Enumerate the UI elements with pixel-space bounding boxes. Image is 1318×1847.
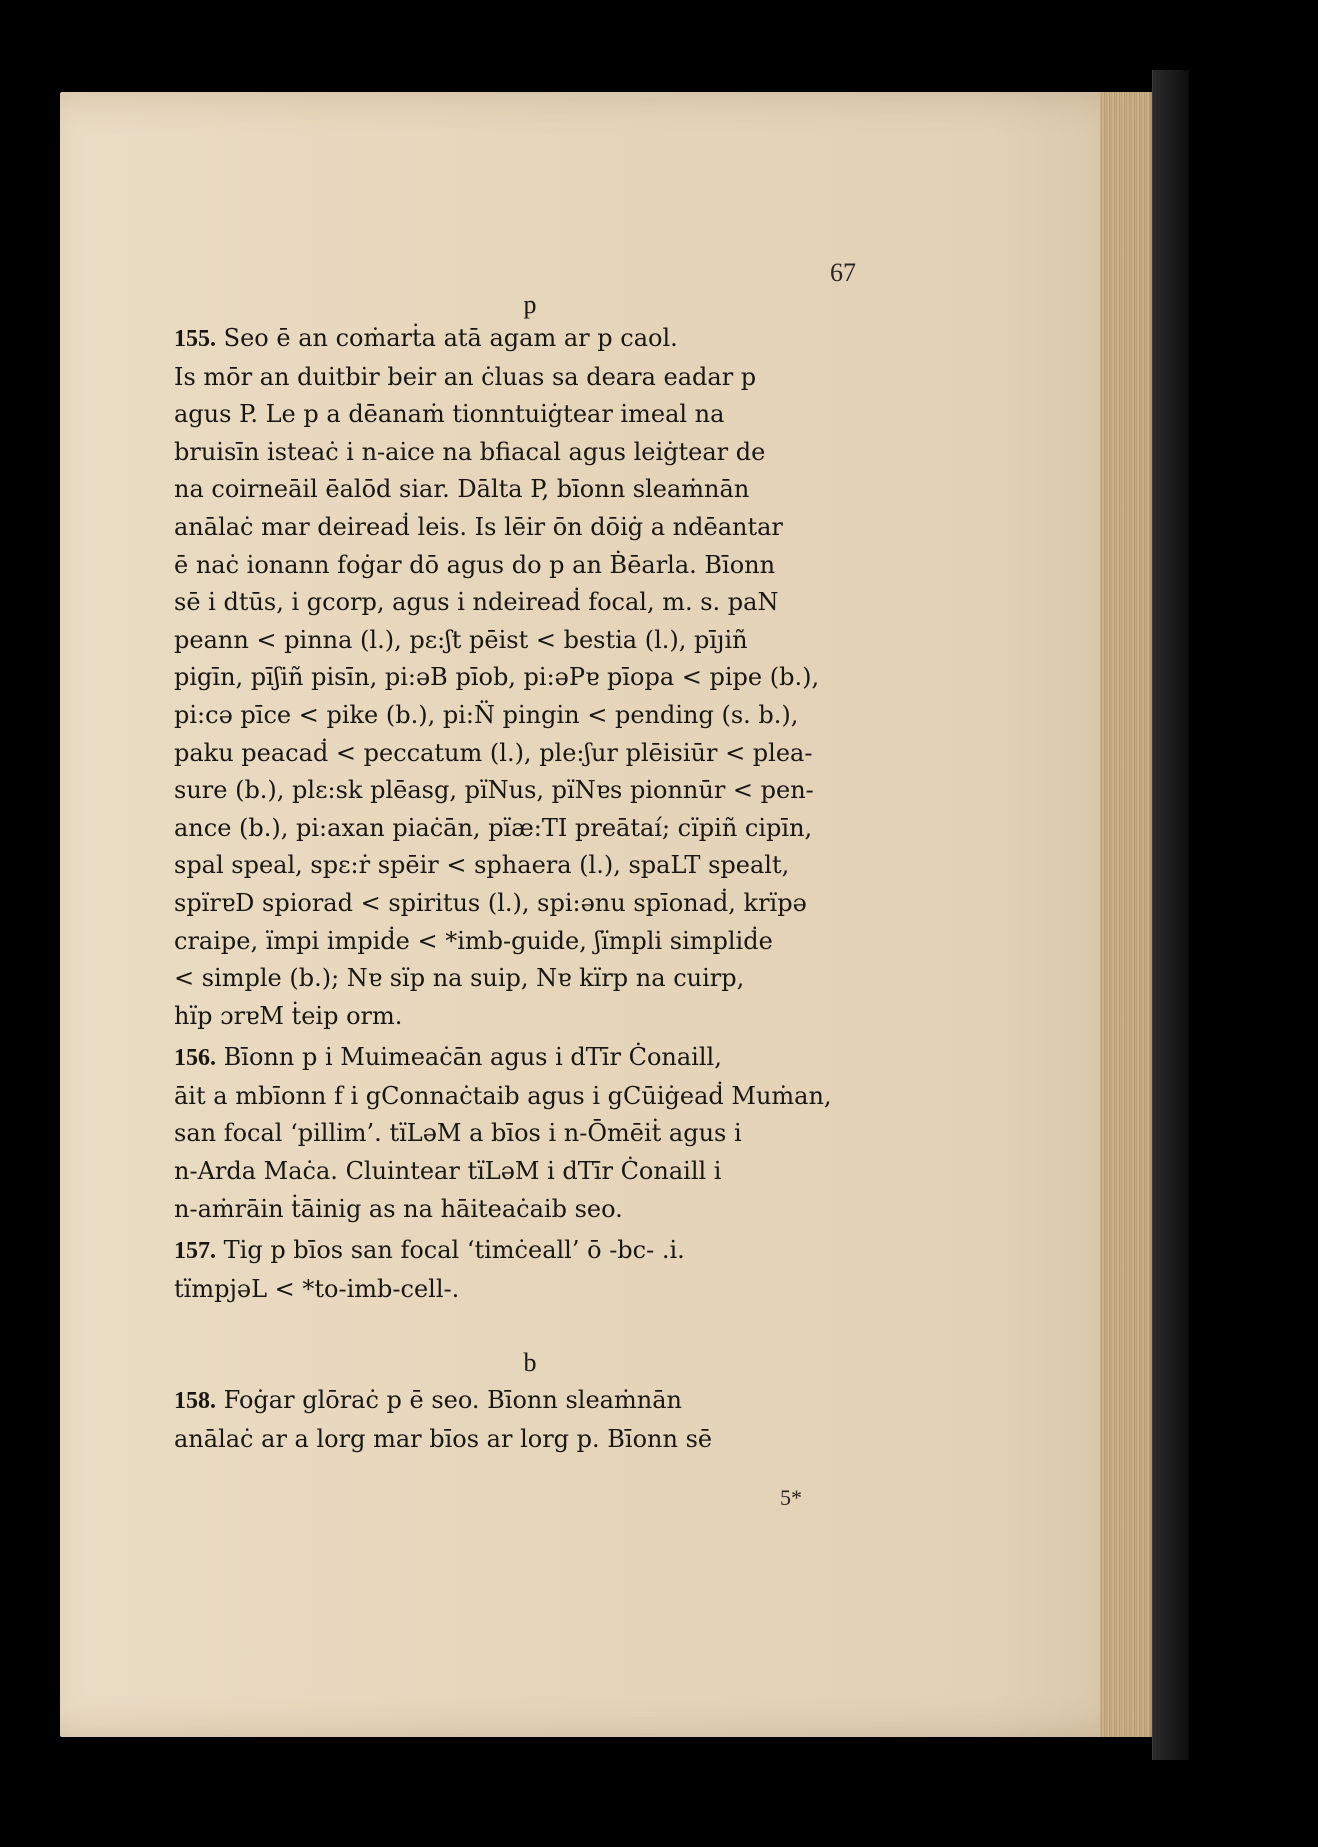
text-line: āit a mbīonn f i gConnaċtaib agus i gCūiġeaḋ Muṁan,	[174, 1081, 832, 1110]
text-line: paku peacaḋ < peccatum (l.), ple:ʃur plēisiūr < plea-	[174, 738, 813, 767]
page-content	[174, 290, 886, 1459]
paragraph-number: 158.	[174, 1388, 216, 1415]
text-line: spal speal, spɛ:ṙ spēir < sphaera (l.), spaLT spealt,	[174, 851, 790, 880]
paragraph-157	[174, 1232, 886, 1308]
text-line: na coirneāil ēalōd siar. Dālta P, bīonn sleaṁnān	[174, 475, 750, 504]
text-line: n-aṁrāin ṫāinig as na hāiteaċaib seo.	[174, 1194, 623, 1223]
paragraph-157-line	[174, 1232, 886, 1271]
paragraph-156	[174, 1039, 886, 1228]
page-number: 67	[830, 258, 856, 287]
paragraph-155	[174, 320, 886, 1035]
paragraph-158-line	[174, 1382, 886, 1421]
book-cover-edge	[1152, 70, 1189, 1760]
paragraph-158	[174, 1382, 886, 1458]
text-line: anālaċ ar a lorg mar bīos ar lorg p. Bīonn sē	[174, 1425, 713, 1454]
paragraph-number: 156.	[174, 1045, 216, 1072]
text-line: pi:cə pīce < pike (b.), pi:N̈ pingin < pending (s. b.),	[174, 700, 799, 729]
text-line: bruisīn isteaċ i n-aice na bfiacal agus leiġtear de	[174, 437, 766, 466]
text-line: anālaċ mar deireaḋ leis. Is lēir ōn dōiġ a ndēantar	[174, 512, 783, 541]
text-line: sure (b.), plɛ:sk plēasg, pïNus, pïNɐs pionnūr < pen-	[174, 776, 814, 805]
paragraph-155-line	[174, 320, 886, 359]
signature-mark: 5*	[780, 1485, 802, 1510]
text-line: ē naċ ionann foġar dō agus do p an Ḃēarla. Bīonn	[174, 550, 776, 579]
paragraph-number: 155.	[174, 326, 216, 352]
page-edges	[1100, 92, 1155, 1737]
text-line: ance (b.), pi:axan piaċān, pïæ:TI preātaí; cïpiñ cipīn,	[174, 813, 813, 842]
paragraph-156-line	[174, 1039, 886, 1078]
text-line: Is mōr an duitbir beir an ċluas sa dearа eadar p	[174, 362, 757, 391]
text-line: Foġar glōraċ p ē seo. Bīonn sleaṁnān	[223, 1386, 682, 1415]
text-line: hïp ɔrɐM ṫeip orm.	[174, 1001, 403, 1030]
text-line: sē i dtūs, i gcorp, agus i ndeireaḋ focal, m. s. paN	[174, 588, 779, 617]
section-heading-b: b	[523, 1348, 537, 1378]
text-line: peann < pinna (l.), pɛ:ʃt pēist < bestia (l.), pīȷiñ	[174, 625, 748, 654]
text-line: pigīn, pīʃiñ pisīn, pi:əB pīob, pi:əPɐ pīopa < pipe (b.),	[174, 663, 820, 692]
text-line: < simple (b.); Nɐ sïp na suip, Nɐ kïrp na cuirp,	[174, 964, 745, 993]
text-line: Tig p bīos san focal ‘timċeall’ ō -bc- .i.	[223, 1236, 685, 1265]
text-line: san focal ‘pillim’. tïLəM a bīos i n-Ōmēiṫ agus i	[174, 1119, 742, 1148]
text-line: Seo ē an coṁarṫa atā agam ar p caol.	[223, 324, 678, 352]
text-line: spïrɐD spiorad < spiritus (l.), spi:ənu spīonaḋ, krïpə	[174, 888, 807, 917]
text-line: tïmpjəL < *to-imb-cell-.	[174, 1274, 460, 1303]
text-line: agus P. Le p a dēanaṁ tionntuiġtear imeal na	[174, 400, 725, 429]
text-line: Bīonn p i Muimeaċān agus i dTīr Ċonaill,	[223, 1043, 722, 1072]
section-heading-p: p	[523, 290, 537, 319]
text-line: craipe, ïmpi impiḋe < *imb-guide, ʃïmpli simpliḋe	[174, 926, 773, 955]
text-line: n-Arda Maċa. Cluintear tïLəM i dTīr Ċonaill i	[174, 1157, 722, 1186]
paragraph-number: 157.	[174, 1238, 216, 1265]
